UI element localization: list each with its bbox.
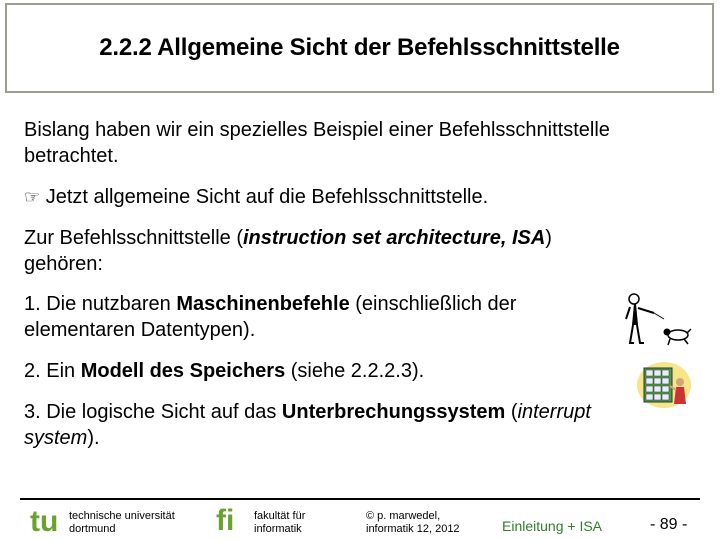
page-number: - 89 - bbox=[650, 516, 688, 533]
slide-title: 2.2.2 Allgemeine Sicht der Befehlsschnittstelle bbox=[99, 34, 620, 61]
item2-bold: Modell des Speichers bbox=[80, 360, 286, 382]
item3-mid: ( bbox=[505, 401, 518, 423]
isa-term: instruction set architecture, ISA bbox=[242, 227, 546, 249]
item3-italic: interrupt system bbox=[24, 401, 591, 449]
pointer-text: Jetzt allgemeine Sicht auf die Befehlsschnittstelle. bbox=[40, 186, 489, 208]
list-item-3 bbox=[24, 399, 624, 451]
item1-post: (einschließlich der elementaren Datentypen). bbox=[24, 293, 517, 341]
paragraph-intro: Bislang haben wir ein spezielles Beispiel einer Befehlsschnittstelle betrachtet. bbox=[24, 119, 610, 167]
copyright bbox=[366, 510, 460, 536]
university-line2: dortmund bbox=[69, 523, 116, 535]
university-line1: technische universität bbox=[69, 510, 175, 522]
slide-body bbox=[24, 117, 624, 451]
tu-logo: tu bbox=[30, 505, 59, 538]
faculty-line1: fakultät für bbox=[254, 510, 306, 522]
footer bbox=[0, 498, 720, 540]
memory-cabinet-clipart bbox=[636, 360, 692, 410]
item2-pre: 2. Ein bbox=[24, 360, 81, 382]
paragraph-pointer bbox=[24, 184, 624, 210]
item3-pre: 3. Die logische Sicht auf das bbox=[24, 401, 282, 423]
faculty-line2: informatik bbox=[254, 523, 302, 535]
item1-pre: 1. Die nutzbaren bbox=[24, 293, 177, 315]
isa-text-post: ) gehören: bbox=[24, 227, 552, 275]
pointing-hand-icon: ☞ bbox=[24, 187, 41, 207]
copyright-line1: © p. marwedel, bbox=[366, 510, 441, 522]
chapter-label: Einleitung + ISA bbox=[502, 518, 603, 534]
university-name bbox=[69, 510, 175, 536]
item3-bold: Unterbrechungssystem bbox=[281, 401, 506, 423]
item3-post: ). bbox=[87, 427, 100, 449]
paragraph-isa bbox=[24, 225, 624, 277]
list-item-2 bbox=[24, 358, 624, 384]
isa-text-pre: Zur Befehlsschnittstelle ( bbox=[24, 227, 243, 249]
item1-bold: Maschinenbefehle bbox=[176, 293, 350, 315]
copyright-line2: informatik 12, 2012 bbox=[366, 523, 460, 535]
title-box bbox=[5, 3, 714, 93]
faculty-name bbox=[254, 510, 305, 536]
teacher-dog-clipart bbox=[620, 291, 692, 353]
fi-logo: fi bbox=[216, 504, 235, 537]
item2-post: (siehe 2.2.2.3). bbox=[285, 360, 425, 382]
list-item-1 bbox=[24, 291, 624, 343]
footer-divider bbox=[20, 498, 700, 500]
